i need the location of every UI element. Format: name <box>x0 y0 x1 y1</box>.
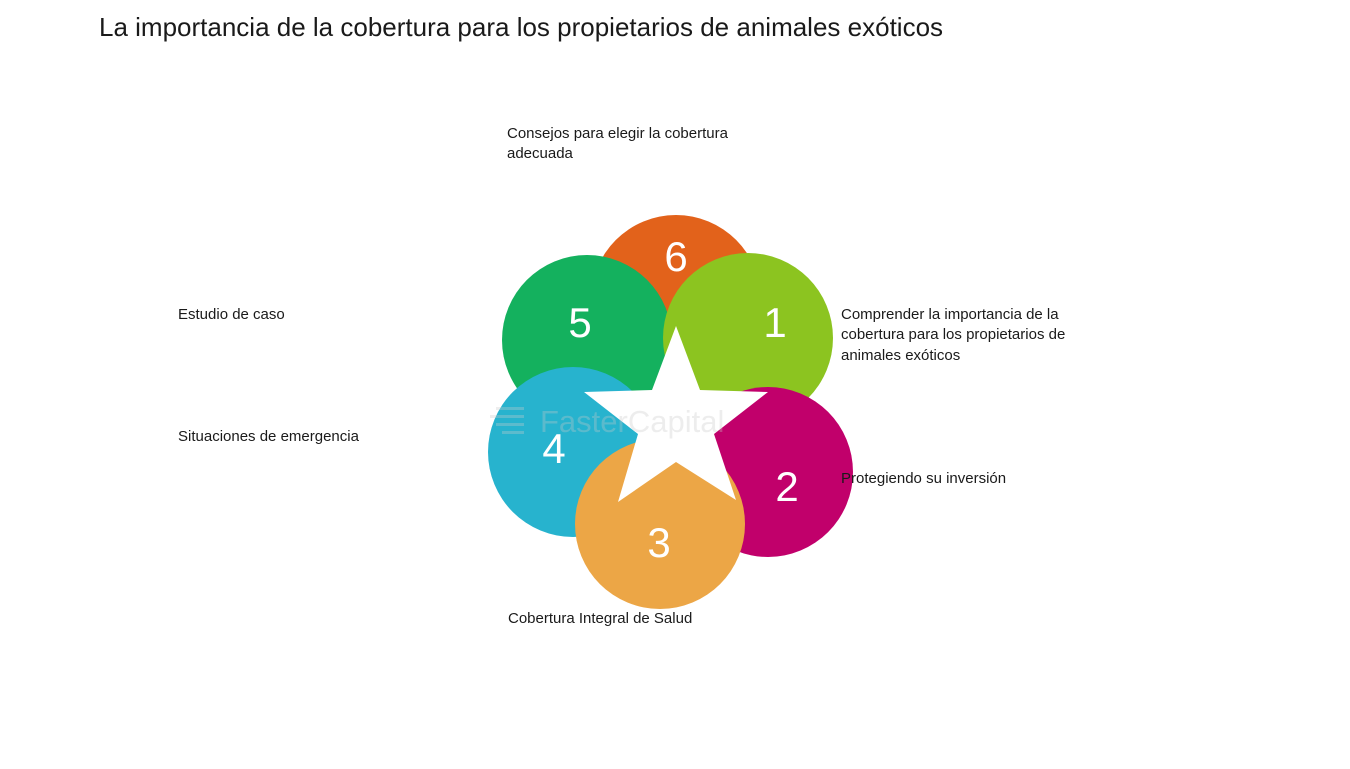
petal-number-6: 6 <box>664 233 688 280</box>
petal-label-1: Comprender la importancia de la cobertura para los propietarios de animales exóticos <box>841 306 1066 364</box>
petal-number-1: 1 <box>763 299 787 346</box>
watermark-text: FasterCapital <box>540 404 725 439</box>
petal-label-3: Cobertura Integral de Salud <box>508 610 693 627</box>
petal-label-2: Protegiendo su inversión <box>841 470 1007 487</box>
page-title: La importancia de la cobertura para los propietarios de animales exóticos <box>99 12 944 42</box>
petal-number-2: 2 <box>775 463 799 510</box>
petal-label-4: Situaciones de emergencia <box>178 428 359 445</box>
petal-label-6: Consejos para elegir la cobertura adecuada <box>507 125 728 163</box>
petal-number-5: 5 <box>568 299 592 346</box>
petal-label-5: Estudio de caso <box>178 306 285 323</box>
petal-number-4: 4 <box>542 425 566 472</box>
petal-number-3: 3 <box>647 519 671 566</box>
